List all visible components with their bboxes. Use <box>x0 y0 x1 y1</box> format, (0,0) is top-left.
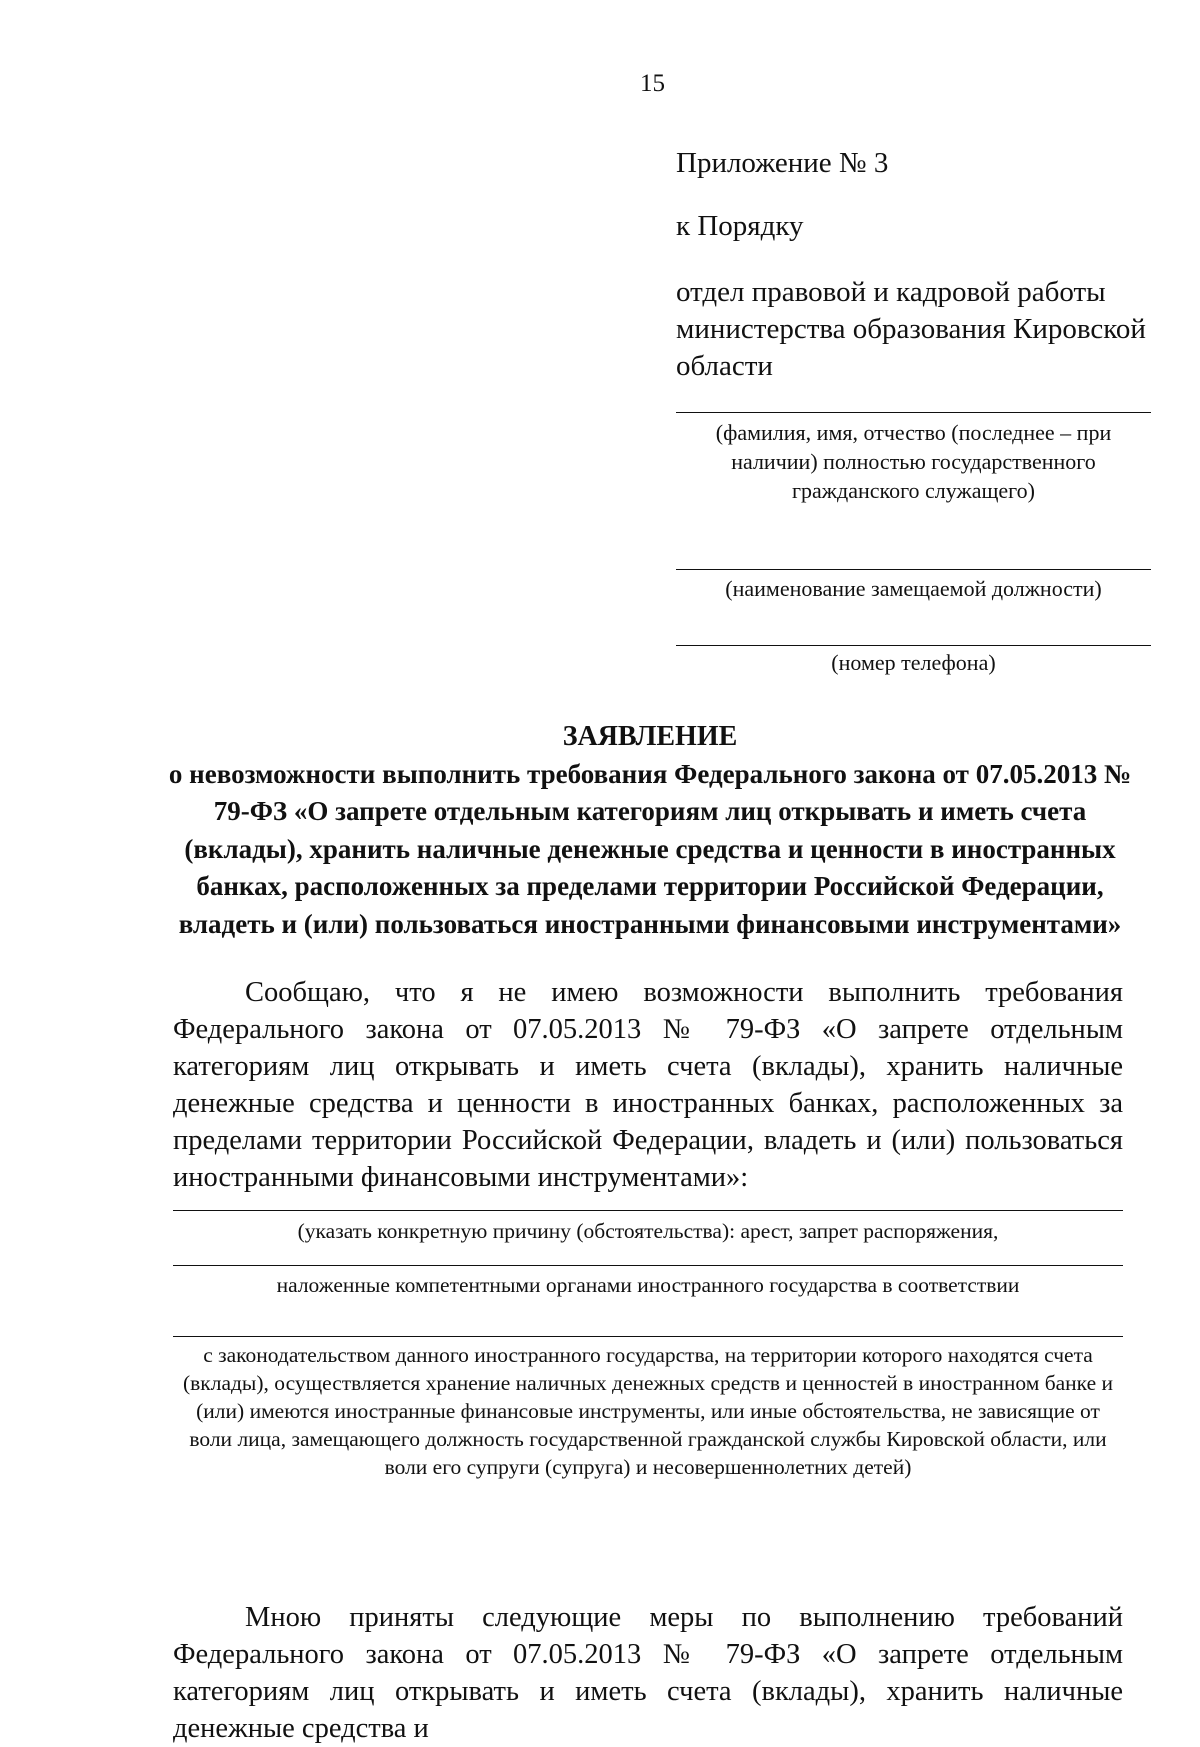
reason-line-2 <box>173 1265 1123 1266</box>
reason-line-3 <box>173 1336 1123 1337</box>
appendix-department: отдел правовой и кадровой работы министерства образования Кировской области <box>676 276 1146 382</box>
full-name-line <box>676 412 1151 413</box>
statement-title: ЗАЯВЛЕНИЕ <box>562 721 738 752</box>
reason-caption-1: (указать конкретную причину (обстоятельства): арест, запрет распоряжения, <box>297 1219 999 1243</box>
reason-caption-3: с законодательством данного иностранного государства, на территории которого находятся счета (вклады), осуществляется хранение наличных денежных средств и ценностей в иностранном банке и (или) имеются иностранные финансовые инструменты, или иные обстоятельства, не зависящие от воли лица, замещающего должность государственной гражданской службы Кировской области, или воли его супруги (супруга) и несовершеннолетних детей) <box>182 1343 1114 1479</box>
appendix-title: Приложение № 3 <box>676 147 889 179</box>
body-paragraph-2: Мною приняты следующие меры по выполнению требований Федерального закона от 07.05.2013 № 79-ФЗ «О запрете отдельным категориям лиц открывать и иметь счета (вклады), хранить наличные денежные средства и <box>173 1602 1123 1744</box>
reason-caption-2: наложенные компетентными органами иностранного государства в соответствии <box>276 1273 1020 1297</box>
position-line <box>676 569 1151 570</box>
appendix-order: к Порядку <box>676 210 804 242</box>
phone-line <box>676 645 1151 646</box>
reason-line-1 <box>173 1210 1123 1211</box>
page-number: 15 <box>640 70 665 97</box>
statement-heading <box>160 718 1140 943</box>
position-caption: (наименование замещаемой должности) <box>725 576 1102 601</box>
phone-caption: (номер телефона) <box>831 650 996 675</box>
body-paragraph-1: Сообщаю, что я не имею возможности выполнить требования Федерального закона от 07.05.2013 № 79-ФЗ «О запрете отдельным категориям лиц открывать и иметь счета (вклады), хранить наличные денежные средства и ценности в иностранных банках, расположенных за пределами территории Российской Федерации, владеть и (или) пользоваться иностранными финансовыми инструментами»: <box>173 977 1123 1193</box>
statement-subtitle: о невозможности выполнить требования Федерального закона от 07.05.2013 № 79-ФЗ «О запрете отдельным категориям лиц открывать и иметь счета (вклады), хранить наличные денежные средства и ценности в иностранных банках, расположенных за пределами территории Российской Федерации, владеть и (или) пользоваться иностранными финансовыми инструментами» <box>168 758 1132 939</box>
full-name-caption: (фамилия, имя, отчество (последнее – при наличии) полностью государственного гражданского служащего) <box>715 420 1112 503</box>
